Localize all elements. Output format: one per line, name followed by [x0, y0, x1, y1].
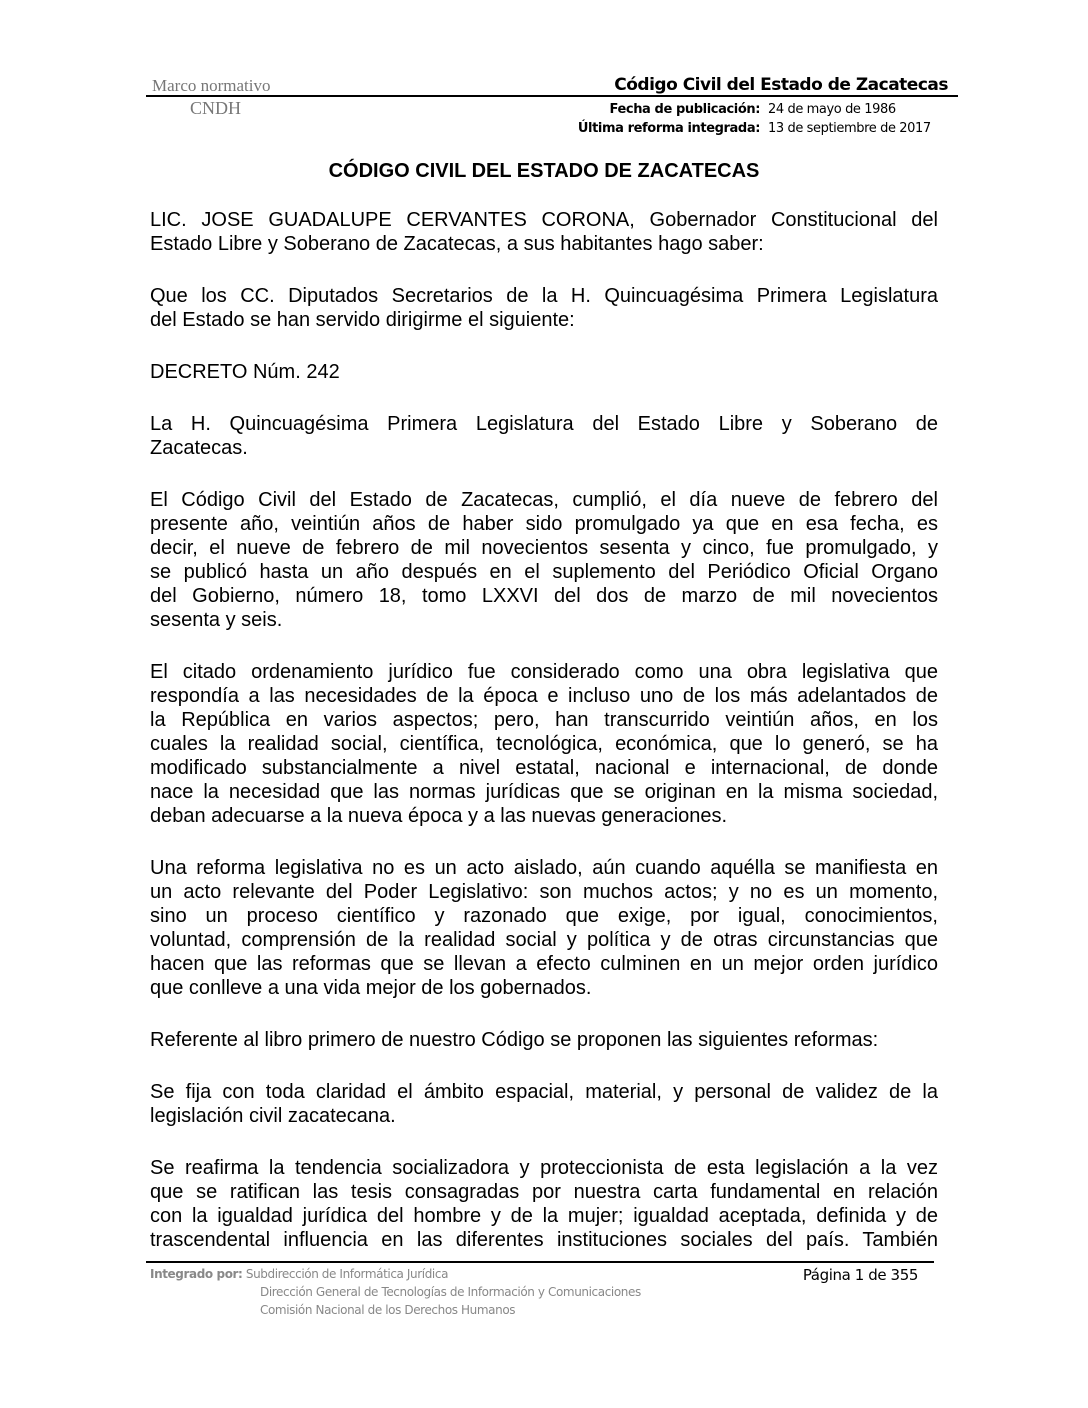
- paragraph: [150, 208, 938, 256]
- paragraph-line: Una reforma legislativa no es un acto aislado, aún cuando aquélla se manifiesta en: [150, 857, 938, 879]
- paragraph-line: presente año, veintiún años de haber sido promulgado ya que en esa fecha, es: [150, 513, 938, 535]
- paragraph-line: deban adecuarse a la nueva época y a las nuevas generaciones.: [150, 805, 728, 827]
- paragraph-line: Referente al libro primero de nuestro Código se proponen las siguientes reformas:: [150, 1029, 879, 1051]
- paragraph-line: la República en varios aspectos; pero, han transcurrido veintiún años, en los: [150, 709, 938, 731]
- paragraph-line: nace la necesidad que las normas jurídicas que se originan en la misma sociedad,: [150, 781, 938, 803]
- paragraph-line: trascendental influencia en las diferentes instituciones sociales del país. También: [150, 1229, 938, 1251]
- document-body: [150, 208, 938, 1280]
- page-number: Página 1 de 355: [802, 1266, 918, 1284]
- footer-line-2: Dirección General de Tecnologías de Información y Comunicaciones: [260, 1285, 641, 1299]
- paragraph: [150, 412, 938, 460]
- footer-divider: [146, 1261, 934, 1263]
- paragraph-line: DECRETO Núm. 242: [150, 361, 340, 383]
- paragraph-line: que conlleve a una vida mejor de los gobernados.: [150, 977, 592, 999]
- paragraph-line: decir, el nueve de febrero de mil novecientos sesenta y cinco, fue promulgado, y: [150, 537, 938, 559]
- paragraph-line: El citado ordenamiento jurídico fue considerado como una obra legislativa que: [150, 661, 938, 683]
- header-org: CNDH: [190, 98, 242, 118]
- paragraph-line: Estado Libre y Soberano de Zacatecas, a sus habitantes hago saber:: [150, 233, 764, 255]
- paragraph-line: voluntad, comprensión de la realidad social y política y de otras circunstancias que: [150, 929, 938, 951]
- paragraph: [150, 1156, 938, 1252]
- publication-label: Fecha de publicación:: [609, 102, 760, 117]
- paragraph-line: LIC. JOSE GUADALUPE CERVANTES CORONA, Gobernador Constitucional del: [150, 209, 938, 231]
- paragraph-line: respondía a las necesidades de la época e incluso uno de los más adelantados de: [150, 685, 938, 707]
- paragraph: [150, 360, 938, 384]
- paragraph-line: El Código Civil del Estado de Zacatecas, cumplió, el día nueve de febrero del: [150, 489, 938, 511]
- footer-credits: [150, 1265, 641, 1319]
- paragraph: [150, 488, 938, 632]
- paragraph-line: Se reafirma la tendencia socializadora y proteccionista de esta legislación a la vez: [150, 1157, 938, 1179]
- paragraph-line: legislación civil zacatecana.: [150, 1105, 396, 1127]
- footer-line-3: Comisión Nacional de los Derechos Humanos: [260, 1303, 516, 1317]
- reform-date: 13 de septiembre de 2017: [768, 121, 931, 136]
- paragraph: [150, 856, 938, 1000]
- paragraph-line: un acto relevante del Poder Legislativo: son muchos actos; y no es un momento,: [150, 881, 938, 903]
- header-title: Código Civil del Estado de Zacatecas: [614, 75, 948, 95]
- document-title: CÓDIGO CIVIL DEL ESTADO DE ZACATECAS: [328, 160, 760, 182]
- footer-line-1: Subdirección de Informática Jurídica: [245, 1267, 449, 1281]
- paragraph-line: hacen que las reformas que se llevan a efecto culminen en un mejor orden jurídico: [150, 953, 938, 975]
- paragraph-line: del Gobierno, número 18, tomo LXXVI del dos de marzo de mil novecientos: [150, 585, 938, 607]
- paragraph: [150, 1028, 938, 1052]
- reform-label: Última reforma integrada:: [577, 121, 760, 136]
- paragraph-line: Se fija con toda claridad el ámbito espacial, material, y personal de validez de la: [150, 1081, 938, 1103]
- paragraph: [150, 284, 938, 332]
- paragraph: [150, 660, 938, 828]
- paragraph-line: con la igualdad jurídica del hombre y de la mujer; igualdad aceptada, definida y de: [150, 1205, 938, 1227]
- header-divider: [146, 95, 958, 97]
- paragraph: [150, 1080, 938, 1128]
- header-marco-normativo: Marco normativo: [152, 76, 271, 95]
- paragraph-line: Que los CC. Diputados Secretarios de la H. Quincuagésima Primera Legislatura: [150, 285, 938, 307]
- paragraph-line: se publicó hasta un año después en el suplemento del Periódico Oficial Organo: [150, 561, 938, 583]
- paragraph-line: sino un proceso científico y razonado que exige, por igual, conocimientos,: [150, 905, 938, 927]
- paragraph-line: cuales la realidad social, científica, tecnológica, económica, que lo generó, se ha: [150, 733, 938, 755]
- paragraph-line: que se ratifican las tesis consagradas por nuestra carta fundamental en relación: [150, 1181, 938, 1203]
- paragraph-line: La H. Quincuagésima Primera Legislatura del Estado Libre y Soberano de: [150, 413, 938, 435]
- publication-date: 24 de mayo de 1986: [768, 102, 896, 117]
- paragraph-line: modificado substancialmente a nivel estatal, nacional e internacional, de donde: [150, 757, 938, 779]
- paragraph-line: Zacatecas.: [150, 437, 248, 459]
- paragraph-line: sesenta y seis.: [150, 609, 283, 631]
- integrated-by-label: Integrado por:: [150, 1267, 243, 1281]
- paragraph-line: del Estado se han servido dirigirme el siguiente:: [150, 309, 575, 331]
- header-meta: [578, 100, 938, 138]
